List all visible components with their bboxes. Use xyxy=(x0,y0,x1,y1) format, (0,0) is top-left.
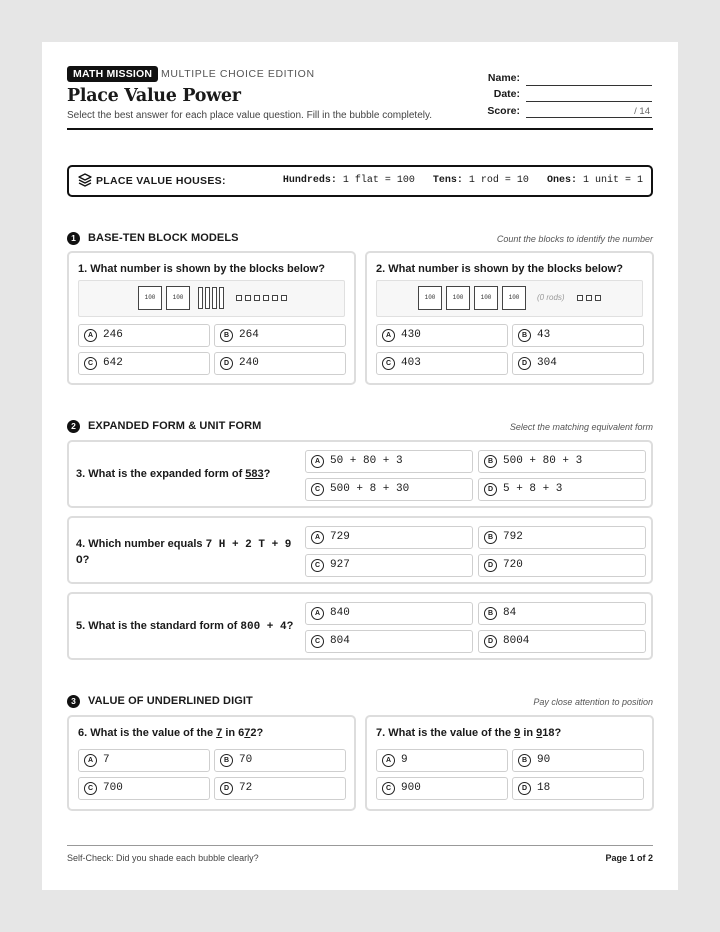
answer-bubble[interactable]: C xyxy=(84,782,97,795)
option-6c[interactable] xyxy=(78,777,210,800)
question-1-blocks xyxy=(78,280,345,317)
question-5-card xyxy=(67,592,653,660)
hundreds-name: Hundreds: xyxy=(282,175,337,186)
hundred-flat xyxy=(138,286,162,310)
question-1-card xyxy=(67,251,356,385)
score-label: Score: xyxy=(487,105,520,117)
q6-mid: in xyxy=(222,727,239,739)
ones-value: 1 unit = 1 xyxy=(582,175,643,186)
option-text: 720 xyxy=(503,559,523,571)
option-4d[interactable] xyxy=(478,554,646,577)
q5-prefix: 5. What is the standard form of xyxy=(76,620,241,632)
option-text: 18 xyxy=(537,782,551,794)
question-1-prompt: 1. What number is shown by the blocks below? xyxy=(78,263,325,275)
option-text: 500 + 8 + 30 xyxy=(330,483,410,495)
layers-icon xyxy=(78,173,92,187)
option-text: 84 xyxy=(503,607,517,619)
option-4a[interactable] xyxy=(305,526,473,549)
self-check-note: Self-Check: Did you shade each bubble clearly? xyxy=(67,853,259,863)
option-text: 5 + 8 + 3 xyxy=(503,483,563,495)
header-divider xyxy=(67,128,653,130)
question-7-card xyxy=(365,715,654,811)
option-text: 804 xyxy=(330,635,350,647)
answer-bubble[interactable]: C xyxy=(311,635,324,648)
hundred-flat xyxy=(418,286,442,310)
option-text: 700 xyxy=(103,782,123,794)
option-3c[interactable] xyxy=(305,478,473,501)
answer-bubble[interactable]: D xyxy=(518,357,531,370)
q7-underlined-digit: 9 xyxy=(536,727,543,739)
answer-bubble[interactable]: B xyxy=(484,531,497,544)
option-2b[interactable] xyxy=(512,324,644,347)
page-number: Page 1 of 2 xyxy=(605,853,653,863)
ones-name: Ones: xyxy=(546,175,577,186)
answer-bubble[interactable]: B xyxy=(220,329,233,342)
option-7d[interactable] xyxy=(512,777,644,800)
hundred-flat xyxy=(446,286,470,310)
option-5b[interactable] xyxy=(478,602,646,625)
tens-value: 1 rod = 10 xyxy=(468,175,529,186)
houses-definitions xyxy=(283,175,643,186)
question-7-prompt xyxy=(376,727,561,739)
question-5-prompt xyxy=(76,620,301,633)
answer-bubble[interactable]: A xyxy=(311,607,324,620)
answer-bubble[interactable]: D xyxy=(518,782,531,795)
answer-bubble[interactable]: D xyxy=(484,559,497,572)
answer-bubble[interactable]: C xyxy=(382,357,395,370)
hundred-flat xyxy=(474,286,498,310)
score-total: / 14 xyxy=(634,106,650,117)
option-text: 50 + 80 + 3 xyxy=(330,455,403,467)
q7-suffix: ? xyxy=(554,727,562,739)
one-unit xyxy=(595,295,601,301)
section-1-number: 1 xyxy=(67,232,80,245)
q4-expression-end: O xyxy=(76,555,83,567)
hundred-flat xyxy=(502,286,526,310)
flat-label: 100 xyxy=(424,294,436,301)
answer-bubble[interactable]: A xyxy=(311,531,324,544)
answer-bubble[interactable]: A xyxy=(84,329,97,342)
ten-rod xyxy=(219,287,224,309)
edition-label: MULTIPLE CHOICE EDITION xyxy=(161,68,315,80)
option-6b[interactable] xyxy=(214,749,346,772)
q7-mid: in xyxy=(520,727,537,739)
answer-bubble[interactable]: B xyxy=(484,455,497,468)
option-text: 72 xyxy=(239,782,253,794)
q6-num-end: 2 xyxy=(250,727,257,739)
option-1b[interactable] xyxy=(214,324,346,347)
option-text: 304 xyxy=(537,357,557,369)
option-1c[interactable] xyxy=(78,352,210,375)
section-1-title: BASE-TEN BLOCK MODELS xyxy=(88,232,239,244)
one-unit xyxy=(236,295,242,301)
place-value-houses-box xyxy=(67,165,653,197)
option-text: 900 xyxy=(401,782,421,794)
q5-suffix: ? xyxy=(286,620,294,632)
q6-underlined-digit: 7 xyxy=(244,727,251,739)
question-2-blocks xyxy=(376,280,643,317)
answer-bubble[interactable]: D xyxy=(484,635,497,648)
option-5a[interactable] xyxy=(305,602,473,625)
q3-suffix: ? xyxy=(263,468,271,480)
option-4b[interactable] xyxy=(478,526,646,549)
q7-prefix: 7. What is the value of the xyxy=(376,727,515,739)
answer-bubble[interactable]: B xyxy=(518,754,531,767)
q3-number: 583 xyxy=(245,468,264,480)
option-text: 8004 xyxy=(503,635,530,647)
q6-num-start: 6 xyxy=(238,727,245,739)
flat-label: 100 xyxy=(172,294,184,301)
answer-bubble[interactable]: C xyxy=(382,782,395,795)
answer-bubble[interactable]: D xyxy=(484,483,497,496)
option-text: 264 xyxy=(239,329,259,341)
option-text: 240 xyxy=(239,357,259,369)
one-unit xyxy=(245,295,251,301)
name-label: Name: xyxy=(487,72,520,84)
question-2-card xyxy=(365,251,654,385)
hundred-flat xyxy=(166,286,190,310)
one-unit xyxy=(577,295,583,301)
option-5c[interactable] xyxy=(305,630,473,653)
option-text: 927 xyxy=(330,559,350,571)
answer-bubble[interactable]: A xyxy=(382,329,395,342)
option-text: 9 xyxy=(401,754,408,766)
answer-bubble[interactable]: A xyxy=(84,754,97,767)
date-label: Date: xyxy=(493,88,520,100)
question-6-card xyxy=(67,715,356,811)
ten-rod xyxy=(205,287,210,309)
option-2d[interactable] xyxy=(512,352,644,375)
question-4-card xyxy=(67,516,653,584)
page-subtitle: Select the best answer for each place value question. Fill in the bubble completely. xyxy=(67,110,433,121)
section-3-number: 3 xyxy=(67,695,80,708)
flat-label: 100 xyxy=(452,294,464,301)
q6-suffix: ? xyxy=(256,727,264,739)
question-4-prompt xyxy=(76,537,301,569)
page-title: Place Value Power xyxy=(67,86,241,106)
one-unit xyxy=(263,295,269,301)
score-field[interactable] xyxy=(526,117,652,118)
section-3-hint: Pay close attention to position xyxy=(533,697,653,707)
q4-suffix: ? xyxy=(82,554,90,566)
option-4c[interactable] xyxy=(305,554,473,577)
section-2-hint: Select the matching equivalent form xyxy=(509,422,653,432)
question-3-card xyxy=(67,440,653,508)
answer-bubble[interactable]: B xyxy=(484,607,497,620)
option-text: 403 xyxy=(401,357,421,369)
option-text: 642 xyxy=(103,357,123,369)
answer-bubble[interactable]: C xyxy=(311,483,324,496)
answer-bubble[interactable]: B xyxy=(518,329,531,342)
option-text: 7 xyxy=(103,754,110,766)
flat-label: 100 xyxy=(144,294,156,301)
q6-digit: 7 xyxy=(216,727,223,739)
q4-expression: 7 H + 2 T + 9 xyxy=(205,539,292,551)
question-6-prompt xyxy=(78,727,263,739)
question-3-prompt xyxy=(76,468,301,480)
q5-expression: 800 + 4 xyxy=(240,621,287,633)
option-3d[interactable] xyxy=(478,478,646,501)
ten-rod xyxy=(212,287,217,309)
answer-bubble[interactable]: A xyxy=(382,754,395,767)
q7-num-end: 18 xyxy=(542,727,555,739)
answer-bubble[interactable]: C xyxy=(84,357,97,370)
option-text: 90 xyxy=(537,754,551,766)
section-2-number: 2 xyxy=(67,420,80,433)
flat-label: 100 xyxy=(508,294,520,301)
q6-prefix: 6. What is the value of the xyxy=(78,727,217,739)
brand-badge: MATH MISSION xyxy=(67,66,158,82)
answer-bubble[interactable]: D xyxy=(220,782,233,795)
one-unit xyxy=(281,295,287,301)
one-unit xyxy=(272,295,278,301)
q3-prefix: 3. What is the expanded form of xyxy=(76,468,246,480)
option-7c[interactable] xyxy=(376,777,508,800)
ten-rod xyxy=(198,287,203,309)
hundreds-value: 1 flat = 100 xyxy=(342,175,415,186)
option-text: 430 xyxy=(401,329,421,341)
section-2-title: EXPANDED FORM & UNIT FORM xyxy=(88,420,262,432)
option-2a[interactable] xyxy=(376,324,508,347)
zero-rods-note: (0 rods) xyxy=(537,293,565,302)
date-field[interactable] xyxy=(526,101,652,102)
option-6d[interactable] xyxy=(214,777,346,800)
option-7a[interactable] xyxy=(376,749,508,772)
footer-divider xyxy=(67,845,653,846)
one-unit xyxy=(254,295,260,301)
option-text: 500 + 80 + 3 xyxy=(503,455,583,467)
answer-bubble[interactable]: A xyxy=(311,455,324,468)
option-6a[interactable] xyxy=(78,749,210,772)
answer-bubble[interactable]: B xyxy=(220,754,233,767)
section-1-hint: Count the blocks to identify the number xyxy=(496,234,653,244)
option-1d[interactable] xyxy=(214,352,346,375)
option-text: 792 xyxy=(503,531,523,543)
option-text: 43 xyxy=(537,329,551,341)
one-unit xyxy=(586,295,592,301)
answer-bubble[interactable]: D xyxy=(220,357,233,370)
option-text: 70 xyxy=(239,754,253,766)
option-text: 729 xyxy=(330,531,350,543)
option-text: 840 xyxy=(330,607,350,619)
option-2c[interactable] xyxy=(376,352,508,375)
option-3b[interactable] xyxy=(478,450,646,473)
flat-label: 100 xyxy=(480,294,492,301)
option-3a[interactable] xyxy=(305,450,473,473)
option-text: 246 xyxy=(103,329,123,341)
q7-digit: 9 xyxy=(514,727,521,739)
worksheet-page xyxy=(42,42,678,890)
option-1a[interactable] xyxy=(78,324,210,347)
tens-name: Tens: xyxy=(432,175,463,186)
name-field[interactable] xyxy=(526,85,652,86)
option-5d[interactable] xyxy=(478,630,646,653)
q4-prefix: 4. Which number equals xyxy=(76,538,206,550)
answer-bubble[interactable]: C xyxy=(311,559,324,572)
houses-title: PLACE VALUE HOUSES: xyxy=(96,175,226,187)
question-2-prompt: 2. What number is shown by the blocks below? xyxy=(376,263,623,275)
option-7b[interactable] xyxy=(512,749,644,772)
section-3-title: VALUE OF UNDERLINED DIGIT xyxy=(88,695,253,707)
